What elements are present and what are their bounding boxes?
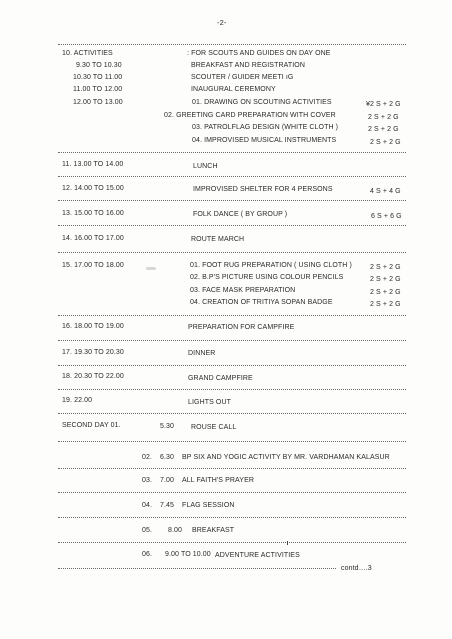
row-activity: FOLK DANCE ( BY GROUP ) bbox=[193, 211, 288, 218]
subitem-count: 2 S + 2 G bbox=[370, 289, 401, 296]
schedule-activity: 01. DRAWING ON SCOUTING ACTIVITIES bbox=[192, 99, 332, 106]
second-day-num: 06. bbox=[142, 551, 153, 558]
second-day-time: 7.45 bbox=[160, 502, 175, 509]
subitem-count: 2 S + 2 G bbox=[368, 114, 399, 121]
second-day-num: 04. bbox=[142, 502, 153, 509]
divider bbox=[58, 468, 406, 469]
schedule-time: 11.00 TO 12.00 bbox=[73, 86, 123, 93]
row-activity: LIGHTS OUT bbox=[188, 399, 232, 406]
divider bbox=[58, 413, 406, 414]
subitem-activity: 04. CREATION OF TRITIYA SOPAN BADGE bbox=[190, 299, 333, 306]
subitem-count: 2 S + 2 G bbox=[370, 276, 401, 283]
second-day-time: 6.30 bbox=[160, 454, 175, 461]
divider bbox=[58, 441, 406, 442]
row-time: 13. 15.00 TO 16.00 bbox=[62, 210, 124, 217]
activities-label: 10. ACTIVITIES bbox=[62, 50, 113, 57]
schedule-count: ¥2 S + 2 G bbox=[366, 101, 401, 108]
second-day-num: 05. bbox=[142, 527, 153, 534]
row-activity: PREPARATION FOR CAMPFIRE bbox=[188, 324, 295, 331]
row-activity: IMPROVISED SHELTER FOR 4 PERSONS bbox=[193, 186, 333, 193]
divider bbox=[58, 44, 406, 45]
divider bbox=[58, 492, 406, 493]
row-activity: LUNCH bbox=[193, 163, 218, 170]
second-day-time: 8.00 bbox=[168, 527, 183, 534]
schedule-time: 10.30 TO 11.00 bbox=[73, 74, 123, 81]
row-activity: GRAND CAMPFIRE bbox=[188, 375, 253, 382]
divider bbox=[58, 542, 406, 543]
pen-mark bbox=[287, 541, 288, 545]
subitem-count: 2 S + 2 G bbox=[370, 264, 401, 271]
subitem-activity: 04. IMPROVISED MUSICAL INSTRUMENTS bbox=[192, 137, 337, 144]
second-day-activity: BP SIX AND YOGIC ACTIVITY BY MR. VARDHAMAN KALASUR bbox=[182, 454, 390, 461]
divider bbox=[58, 568, 336, 569]
subitem-activity: 01. FOOT RUG PREPARATION ( USING CLOTH ) bbox=[190, 262, 352, 269]
divider bbox=[58, 176, 406, 177]
second-day-num: 03. bbox=[142, 477, 153, 484]
subitem-activity: 03. PATROLFLAG DESIGN (WHITE CLOTH ) bbox=[192, 124, 339, 131]
second-day-num: 02. bbox=[142, 454, 153, 461]
second-day-time: 9.00 TO 10.00 bbox=[165, 551, 211, 558]
continued-note: contd….3 bbox=[341, 565, 372, 572]
schedule-activity: INAUGURAL CEREMONY bbox=[191, 86, 276, 93]
second-day-time: 7.00 bbox=[160, 477, 175, 484]
scan-smudge bbox=[146, 267, 156, 270]
divider bbox=[58, 315, 406, 316]
schedule-activity: BREAKFAST AND REGISTRATION bbox=[191, 62, 305, 69]
second-day-activity: ALL FAITH'S PRAYER bbox=[182, 477, 254, 484]
subitem-activity: 02. B.P'S PICTURE USING COLOUR PENCILS bbox=[190, 274, 344, 281]
row-time: 11. 13.00 TO 14.00 bbox=[62, 161, 124, 168]
row-time: 19. 22.00 bbox=[62, 397, 93, 404]
second-day-label: SECOND DAY 01. bbox=[62, 422, 121, 429]
row-activity: DINNER bbox=[188, 350, 216, 357]
subitem-activity: 03. FACE MASK PREPARATION bbox=[190, 287, 296, 294]
subitem-count: 2 S + 2 G bbox=[370, 301, 401, 308]
divider bbox=[58, 389, 406, 390]
divider bbox=[58, 225, 406, 226]
row-time: 16. 18.00 TO 19.00 bbox=[62, 323, 124, 330]
second-day-activity: ADVENTURE ACTIVITIES bbox=[215, 552, 300, 559]
schedule-time: 12.00 TO 13.00 bbox=[73, 99, 123, 106]
divider bbox=[58, 365, 406, 366]
row-time: 12. 14.00 TO 15.00 bbox=[62, 185, 124, 192]
schedule-activity: SCOUTER / GUIDER MEETI ıG bbox=[191, 74, 294, 81]
page-number: -2- bbox=[217, 18, 227, 27]
divider bbox=[58, 252, 406, 253]
row-count: 6 S + 6 G bbox=[371, 213, 402, 220]
row-time: 18. 20.30 TO 22.00 bbox=[62, 373, 124, 380]
divider bbox=[58, 200, 406, 201]
schedule-time: 9.30 TO 10.30 bbox=[76, 62, 122, 69]
divider bbox=[58, 517, 406, 518]
divider bbox=[58, 152, 406, 153]
row-count: 4 S + 4 G bbox=[370, 188, 401, 195]
subitem-count: 2 S + 2 G bbox=[370, 139, 401, 146]
row-time: 14. 16.00 TO 17.00 bbox=[62, 235, 124, 242]
second-day-activity: BREAKFAST bbox=[192, 527, 235, 534]
second-day-activity: ROUSE CALL bbox=[191, 424, 237, 431]
second-day-activity: FLAG SESSION bbox=[182, 502, 235, 509]
subitem-activity: 02. GREETING CARD PREPARATION WITH COVER bbox=[164, 112, 336, 119]
activities-header: : FOR SCOUTS AND GUIDES ON DAY ONE bbox=[187, 50, 331, 57]
row-time: 17. 19.30 TO 20.30 bbox=[62, 349, 124, 356]
row-time: 15. 17.00 TO 18.00 bbox=[62, 262, 124, 269]
divider bbox=[58, 340, 406, 341]
row-activity: ROUTE MARCH bbox=[191, 236, 245, 243]
second-day-time: 5.30 bbox=[160, 423, 175, 430]
subitem-count: 2 S + 2 G bbox=[368, 126, 399, 133]
